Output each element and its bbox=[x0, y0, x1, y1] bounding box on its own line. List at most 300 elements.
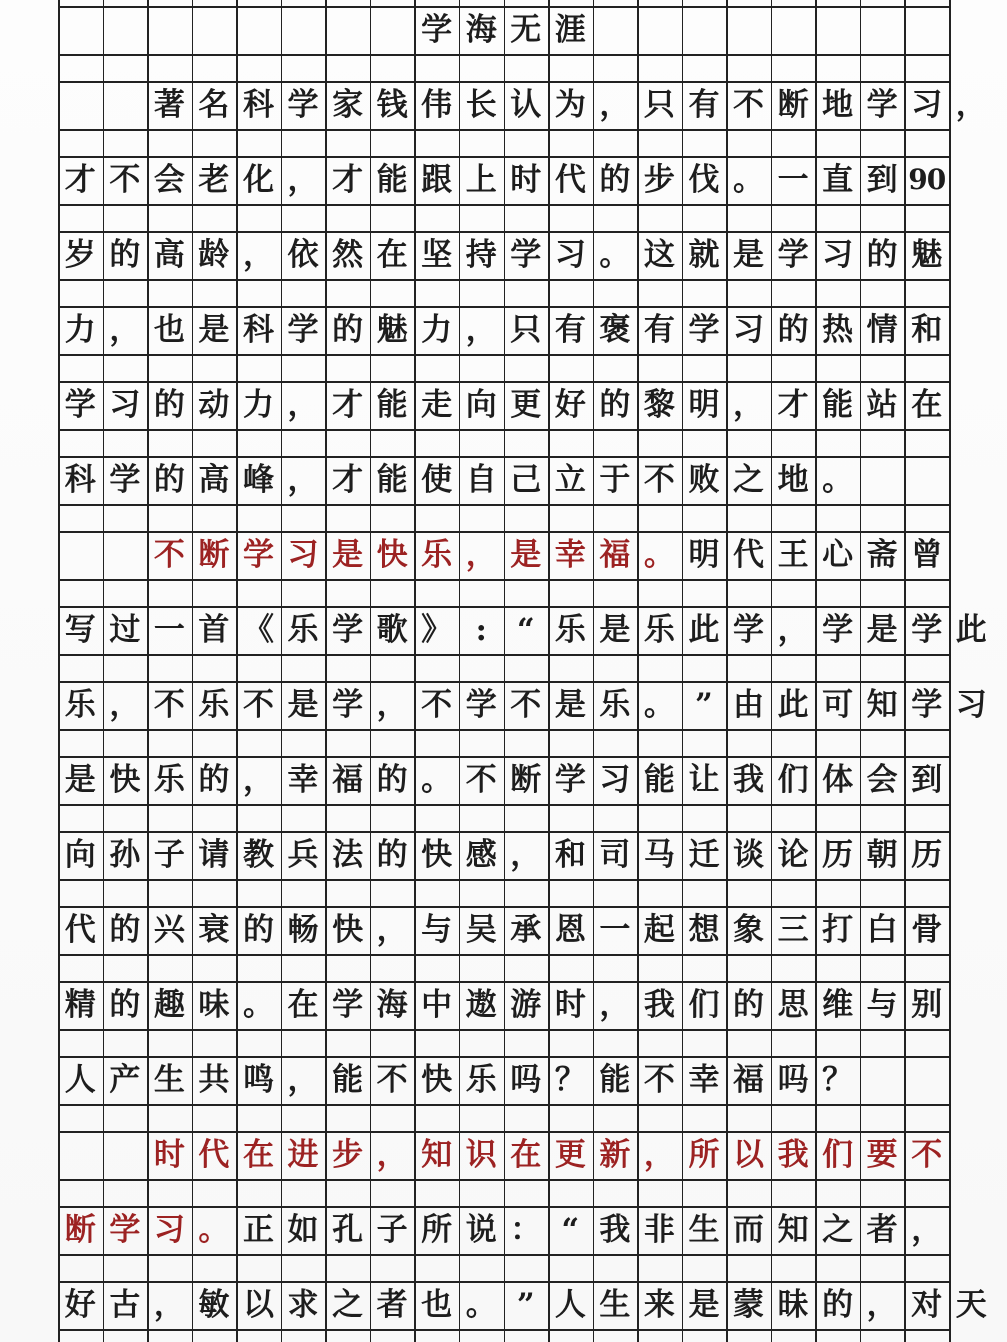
character-cell: 和 bbox=[554, 836, 586, 873]
character-cell: 才 bbox=[332, 461, 364, 498]
character-cell: 是 bbox=[599, 611, 631, 648]
character-cell: 一 bbox=[599, 911, 631, 948]
character-cell: 白 bbox=[866, 911, 898, 948]
character-cell: 中 bbox=[421, 986, 453, 1023]
character-cell: 福 bbox=[733, 1061, 765, 1098]
character-cell: 学 bbox=[911, 611, 943, 648]
highlight-character: 习 bbox=[153, 1211, 185, 1248]
character-cell: 是 bbox=[198, 311, 230, 348]
character-cell: 断 bbox=[510, 761, 542, 798]
character-cell: 科 bbox=[242, 86, 274, 123]
character-cell: 三 bbox=[777, 911, 809, 948]
character-cell: 在 bbox=[287, 986, 319, 1023]
character-cell: 学 bbox=[332, 611, 364, 648]
character-cell: ， bbox=[153, 1286, 185, 1323]
character-cell: 与 bbox=[866, 986, 898, 1023]
character-cell: 之 bbox=[733, 461, 765, 498]
character-cell: 只 bbox=[510, 311, 542, 348]
character-cell: 不 bbox=[643, 461, 675, 498]
character-cell: 维 bbox=[822, 986, 854, 1023]
character-cell: 乐 bbox=[643, 611, 675, 648]
character-cell: 生 bbox=[599, 1286, 631, 1323]
character-cell: 己 bbox=[510, 461, 542, 498]
character-cell: 福 bbox=[332, 761, 364, 798]
character-cell: 的 bbox=[242, 911, 274, 948]
character-cell: 龄 bbox=[198, 236, 230, 273]
character-cell: 马 bbox=[643, 836, 675, 873]
character-cell: ， bbox=[242, 761, 274, 798]
character-cell: 快 bbox=[332, 911, 364, 948]
character-cell: 打 bbox=[822, 911, 854, 948]
character-cell: 让 bbox=[688, 761, 720, 798]
character-cell: 人 bbox=[64, 1061, 96, 1098]
character-cell: 站 bbox=[866, 386, 898, 423]
character-cell: 有 bbox=[554, 311, 586, 348]
character-cell: 。 bbox=[822, 461, 854, 498]
character-cell: ” bbox=[516, 1286, 535, 1323]
character-cell: 败 bbox=[688, 461, 720, 498]
character-cell: 能 bbox=[599, 1061, 631, 1098]
character-cell: ， bbox=[777, 611, 809, 648]
character-cell: 是 bbox=[866, 611, 898, 648]
character-cell: 说 bbox=[465, 1211, 497, 1248]
highlight-character: ， bbox=[465, 536, 497, 573]
character-cell: 的 bbox=[332, 311, 364, 348]
character-cell: 峰 bbox=[242, 461, 274, 498]
character-cell: 论 bbox=[777, 836, 809, 873]
title-character: 学 bbox=[421, 11, 453, 48]
character-cell: 兵 bbox=[287, 836, 319, 873]
character-cell: 有 bbox=[643, 311, 675, 348]
character-cell: 步 bbox=[643, 161, 675, 198]
character-cell: 魅 bbox=[911, 236, 943, 273]
character-cell: 力 bbox=[421, 311, 453, 348]
character-cell: 吗 bbox=[510, 1061, 542, 1098]
character-cell: 学 bbox=[822, 611, 854, 648]
character-cell: 乐 bbox=[198, 686, 230, 723]
character-cell: 岁 bbox=[64, 236, 96, 273]
highlight-character: 时 bbox=[153, 1136, 185, 1173]
character-cell: 黎 bbox=[643, 386, 675, 423]
character-cell: 生 bbox=[153, 1061, 185, 1098]
character-cell: 化 bbox=[242, 161, 274, 198]
character-cell: 我 bbox=[733, 761, 765, 798]
character-cell: 的 bbox=[376, 836, 408, 873]
character-cell: 钱 bbox=[376, 86, 408, 123]
character-cell: 乐 bbox=[465, 1061, 497, 1098]
character-cell: 历 bbox=[822, 836, 854, 873]
character-cell: 体 bbox=[822, 761, 854, 798]
character-cell: ？ bbox=[554, 1061, 586, 1098]
character-cell: ， bbox=[242, 236, 274, 273]
character-cell: ， bbox=[287, 1061, 319, 1098]
character-cell: 敏 bbox=[198, 1286, 230, 1323]
character-cell: 来 bbox=[643, 1286, 675, 1323]
highlight-character: 乐 bbox=[421, 536, 453, 573]
character-cell: 不 bbox=[465, 761, 497, 798]
character-cell: 这 bbox=[643, 236, 675, 273]
character-cell: 的 bbox=[733, 986, 765, 1023]
character-cell: ， bbox=[465, 311, 497, 348]
character-cell: 在 bbox=[376, 236, 408, 273]
character-cell: 褒 bbox=[599, 311, 631, 348]
highlight-character: 要 bbox=[866, 1136, 898, 1173]
character-cell: ， bbox=[287, 461, 319, 498]
character-cell: 才 bbox=[332, 386, 364, 423]
character-cell: 认 bbox=[510, 86, 542, 123]
character-cell: 恩 bbox=[554, 911, 586, 948]
character-cell: 子 bbox=[376, 1211, 408, 1248]
character-cell: ， bbox=[599, 86, 631, 123]
character-cell: 昧 bbox=[777, 1286, 809, 1323]
character-cell: 不 bbox=[242, 686, 274, 723]
character-cell: 此 bbox=[777, 686, 809, 723]
title-character: 海 bbox=[465, 11, 497, 48]
character-cell: 是 bbox=[64, 761, 96, 798]
character-cell: 走 bbox=[421, 386, 453, 423]
character-cell: 是 bbox=[688, 1286, 720, 1323]
character-cell: ” bbox=[695, 686, 713, 723]
character-cell: 不 bbox=[421, 686, 453, 723]
character-cell: 教 bbox=[242, 836, 274, 873]
character-cell: 会 bbox=[866, 761, 898, 798]
character-cell: 海 bbox=[376, 986, 408, 1023]
character-cell: 是 bbox=[554, 686, 586, 723]
character-cell: 司 bbox=[599, 836, 631, 873]
character-cell: “ bbox=[561, 1211, 580, 1248]
character-cell: 的 bbox=[109, 986, 141, 1023]
character-cell: 们 bbox=[688, 986, 720, 1023]
character-cell: ， bbox=[510, 836, 542, 873]
character-cell: 子 bbox=[153, 836, 185, 873]
highlight-character: 识 bbox=[465, 1136, 497, 1173]
character-cell: 吗 bbox=[777, 1061, 809, 1098]
character-cell: 向 bbox=[465, 386, 497, 423]
highlight-character: 不 bbox=[911, 1136, 943, 1173]
character-cell: 由 bbox=[733, 686, 765, 723]
character-cell: 象 bbox=[733, 911, 765, 948]
character-cell: 情 bbox=[866, 311, 898, 348]
character-cell: 之 bbox=[822, 1211, 854, 1248]
character-cell: 我 bbox=[599, 1211, 631, 1248]
character-cell: : bbox=[475, 611, 487, 648]
highlight-character: ， bbox=[376, 1136, 408, 1173]
character-cell: 不 bbox=[153, 686, 185, 723]
character-cell: 生 bbox=[688, 1211, 720, 1248]
character-cell: 代 bbox=[733, 536, 765, 573]
character-cell: 对 bbox=[911, 1286, 943, 1323]
character-cell: 家 bbox=[332, 86, 364, 123]
character-cell: 一 bbox=[153, 611, 185, 648]
character-cell: 兴 bbox=[153, 911, 185, 948]
character-cell: 。 bbox=[421, 761, 453, 798]
highlight-character: 断 bbox=[64, 1211, 96, 1248]
character-cell: 心 bbox=[822, 536, 854, 573]
highlight-character: 在 bbox=[242, 1136, 274, 1173]
character-cell: 共 bbox=[198, 1061, 230, 1098]
character-cell: 知 bbox=[866, 686, 898, 723]
character-cell: 是 bbox=[287, 686, 319, 723]
highlight-character: 断 bbox=[198, 536, 230, 573]
character-cell: 不 bbox=[376, 1061, 408, 1098]
character-cell: 到 bbox=[911, 761, 943, 798]
character-cell: 此 bbox=[688, 611, 720, 648]
character-cell: 学 bbox=[866, 86, 898, 123]
highlight-character: 习 bbox=[287, 536, 319, 573]
character-cell: 味 bbox=[198, 986, 230, 1023]
character-cell: 的 bbox=[109, 911, 141, 948]
character-cell: 伟 bbox=[421, 86, 453, 123]
highlight-character: 更 bbox=[554, 1136, 586, 1173]
highlight-character: 。 bbox=[198, 1211, 230, 1248]
character-cell: 更 bbox=[510, 386, 542, 423]
character-cell: 在 bbox=[911, 386, 943, 423]
character-cell: 不 bbox=[109, 161, 141, 198]
character-cell: ， bbox=[866, 1286, 898, 1323]
character-cell: 斋 bbox=[866, 536, 898, 573]
character-cell: 学 bbox=[510, 236, 542, 273]
character-cell: 老 bbox=[198, 161, 230, 198]
character-cell: 吴 bbox=[465, 911, 497, 948]
character-cell: 游 bbox=[510, 986, 542, 1023]
character-cell: ， bbox=[109, 686, 141, 723]
highlight-character: 学 bbox=[242, 536, 274, 573]
character-cell: 力 bbox=[242, 386, 274, 423]
character-cell: 习 bbox=[822, 236, 854, 273]
character-cell: 的 bbox=[866, 236, 898, 273]
character-cell: 不 bbox=[733, 86, 765, 123]
highlight-character: 学 bbox=[109, 1211, 141, 1248]
character-cell: 之 bbox=[332, 1286, 364, 1323]
character-cell: 乐 bbox=[64, 686, 96, 723]
character-cell: 能 bbox=[376, 161, 408, 198]
character-cell: 法 bbox=[332, 836, 364, 873]
highlight-character: 所 bbox=[688, 1136, 720, 1173]
character-cell: 力 bbox=[64, 311, 96, 348]
character-cell: 》 bbox=[421, 611, 453, 648]
character-cell: 以 bbox=[242, 1286, 274, 1323]
character-cell: 。 bbox=[242, 986, 274, 1023]
character-cell: 名 bbox=[198, 86, 230, 123]
character-cell: 快 bbox=[421, 1061, 453, 1098]
character-cell: 伐 bbox=[688, 161, 720, 198]
character-cell: 的 bbox=[153, 461, 185, 498]
character-cell: 乐 bbox=[287, 611, 319, 648]
highlight-character: 新 bbox=[599, 1136, 631, 1173]
character-cell: 学 bbox=[332, 686, 364, 723]
character-cell: 学 bbox=[287, 311, 319, 348]
character-cell: 快 bbox=[421, 836, 453, 873]
character-cell: ， bbox=[733, 386, 765, 423]
highlight-character: 进 bbox=[287, 1136, 319, 1173]
character-cell: ， bbox=[287, 161, 319, 198]
character-cell: 断 bbox=[777, 86, 809, 123]
character-cell: ： bbox=[510, 1211, 542, 1248]
character-cell: 历 bbox=[911, 836, 943, 873]
character-cell: 高 bbox=[153, 236, 185, 273]
character-cell: 非 bbox=[643, 1211, 675, 1248]
character-cell: 学 bbox=[554, 761, 586, 798]
character-cell: 然 bbox=[332, 236, 364, 273]
character-cell: 而 bbox=[733, 1211, 765, 1248]
character-cell: 请 bbox=[198, 836, 230, 873]
highlight-character: 是 bbox=[332, 536, 364, 573]
character-cell: 一 bbox=[777, 161, 809, 198]
character-cell: 产 bbox=[109, 1061, 141, 1098]
highlight-character: 福 bbox=[599, 536, 631, 573]
character-cell: 学 bbox=[777, 236, 809, 273]
character-cell: ， bbox=[376, 686, 408, 723]
character-cell: 上 bbox=[465, 161, 497, 198]
highlight-character: 们 bbox=[822, 1136, 854, 1173]
character-cell: 。 bbox=[465, 1286, 497, 1323]
character-cell: ？ bbox=[822, 1061, 854, 1098]
character-cell: 长 bbox=[465, 86, 497, 123]
character-cell: 孙 bbox=[109, 836, 141, 873]
character-cell: 学 bbox=[911, 686, 943, 723]
character-cell: 好 bbox=[64, 1286, 96, 1323]
character-cell: 求 bbox=[287, 1286, 319, 1323]
character-cell: 精 bbox=[64, 986, 96, 1023]
character-cell: 使 bbox=[421, 461, 453, 498]
character-cell: 学 bbox=[64, 386, 96, 423]
character-cell: ， bbox=[109, 311, 141, 348]
character-cell: 于 bbox=[599, 461, 631, 498]
character-cell: 知 bbox=[777, 1211, 809, 1248]
character-cell: 乐 bbox=[554, 611, 586, 648]
character-cell: 幸 bbox=[688, 1061, 720, 1098]
character-cell: 依 bbox=[287, 236, 319, 273]
character-cell: 代 bbox=[64, 911, 96, 948]
character-cell: 自 bbox=[465, 461, 497, 498]
character-cell: 古 bbox=[109, 1286, 141, 1323]
title-character: 无 bbox=[510, 11, 542, 48]
character-cell: 学 bbox=[465, 686, 497, 723]
character-cell: 遨 bbox=[465, 986, 497, 1023]
character-cell: 衰 bbox=[198, 911, 230, 948]
character-cell: 不 bbox=[510, 686, 542, 723]
character-cell: 幸 bbox=[287, 761, 319, 798]
character-cell: 持 bbox=[465, 236, 497, 273]
character-cell: 的 bbox=[376, 761, 408, 798]
character-cell: 能 bbox=[376, 461, 408, 498]
character-cell: 有 bbox=[688, 86, 720, 123]
character-cell: 的 bbox=[599, 161, 631, 198]
character-cell: 承 bbox=[510, 911, 542, 948]
character-cell: 习 bbox=[599, 761, 631, 798]
character-cell: 快 bbox=[109, 761, 141, 798]
highlight-character: 知 bbox=[421, 1136, 453, 1173]
character-cell: 的 bbox=[777, 311, 809, 348]
character-cell: 坚 bbox=[421, 236, 453, 273]
character-cell: 畅 bbox=[287, 911, 319, 948]
character-cell: 王 bbox=[777, 536, 809, 573]
character-cell: 可 bbox=[822, 686, 854, 723]
character-cell: 才 bbox=[332, 161, 364, 198]
character-cell: 向 bbox=[64, 836, 96, 873]
character-cell: 学 bbox=[688, 311, 720, 348]
character-cell: 魅 bbox=[376, 311, 408, 348]
highlight-character: 是 bbox=[510, 536, 542, 573]
character-cell: ， bbox=[911, 1211, 943, 1248]
character-cell: 歌 bbox=[376, 611, 408, 648]
character-cell: ， bbox=[287, 386, 319, 423]
character-cell: 想 bbox=[688, 911, 720, 948]
character-cell: 代 bbox=[554, 161, 586, 198]
character-cell: 好 bbox=[554, 386, 586, 423]
character-cell: 明 bbox=[688, 386, 720, 423]
character-cell: 迁 bbox=[688, 836, 720, 873]
character-cell: 人 bbox=[554, 1286, 586, 1323]
character-cell: 起 bbox=[643, 911, 675, 948]
character-cell: 正 bbox=[242, 1211, 274, 1248]
character-cell: 思 bbox=[777, 986, 809, 1023]
highlight-character: 在 bbox=[510, 1136, 542, 1173]
character-cell: 习 bbox=[911, 86, 943, 123]
character-cell: 的 bbox=[109, 236, 141, 273]
character-cell: 孔 bbox=[332, 1211, 364, 1248]
character-cell: 学 bbox=[109, 461, 141, 498]
character-cell: 此 bbox=[955, 611, 987, 648]
character-cell: 地 bbox=[777, 461, 809, 498]
character-cell: 。 bbox=[733, 161, 765, 198]
character-cell: 感 bbox=[465, 836, 497, 873]
character-cell: 跟 bbox=[421, 161, 453, 198]
character-cell: 科 bbox=[242, 311, 274, 348]
character-cell: 《 bbox=[242, 611, 274, 648]
highlight-character: 。 bbox=[643, 536, 675, 573]
character-cell: 能 bbox=[332, 1061, 364, 1098]
character-cell: 我 bbox=[643, 986, 675, 1023]
character-cell: 只 bbox=[643, 86, 675, 123]
character-cell: 。 bbox=[643, 686, 675, 723]
character-cell: ， bbox=[599, 986, 631, 1023]
character-cell: 首 bbox=[198, 611, 230, 648]
character-cell: 骨 bbox=[911, 911, 943, 948]
character-cell: 者 bbox=[866, 1211, 898, 1248]
highlight-character: 我 bbox=[777, 1136, 809, 1173]
character-cell: 别 bbox=[911, 986, 943, 1023]
character-cell: 曾 bbox=[911, 536, 943, 573]
highlight-character: 幸 bbox=[554, 536, 586, 573]
character-cell: 的 bbox=[198, 761, 230, 798]
character-cell: 谈 bbox=[733, 836, 765, 873]
character-cell: 朝 bbox=[866, 836, 898, 873]
character-cell: 时 bbox=[510, 161, 542, 198]
character-cell: 写 bbox=[64, 611, 96, 648]
character-cell: 蒙 bbox=[733, 1286, 765, 1323]
character-cell: 是 bbox=[733, 236, 765, 273]
grid-column-line bbox=[949, 0, 951, 1342]
character-cell: 科 bbox=[64, 461, 96, 498]
character-cell: 动 bbox=[198, 386, 230, 423]
character-cell: 学 bbox=[332, 986, 364, 1023]
character-cell: 们 bbox=[777, 761, 809, 798]
character-cell: 才 bbox=[777, 386, 809, 423]
character-cell: 能 bbox=[643, 761, 675, 798]
highlight-character: 以 bbox=[733, 1136, 765, 1173]
character-cell: ， bbox=[376, 911, 408, 948]
character-cell: 著 bbox=[153, 86, 185, 123]
highlight-character: 快 bbox=[376, 536, 408, 573]
highlight-character: 不 bbox=[153, 536, 185, 573]
character-cell: 也 bbox=[421, 1286, 453, 1323]
character-cell: 的 bbox=[153, 386, 185, 423]
character-cell: 天 bbox=[955, 1286, 987, 1323]
character-cell: 为 bbox=[554, 86, 586, 123]
character-cell: 立 bbox=[554, 461, 586, 498]
character-cell: 乐 bbox=[153, 761, 185, 798]
